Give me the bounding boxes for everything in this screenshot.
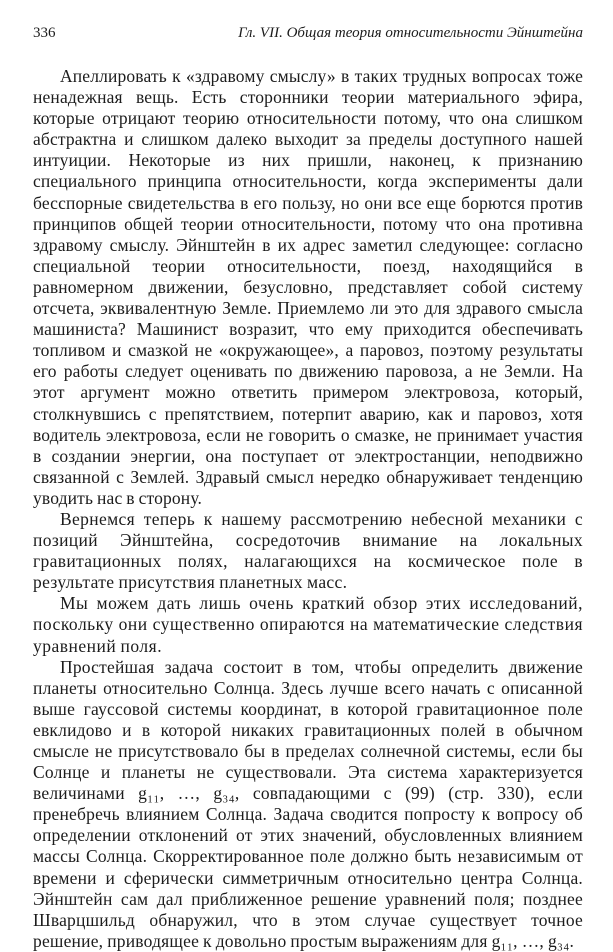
- chapter-title: Гл. VII. Общая теория относительности Эйнштейна: [238, 25, 583, 41]
- paragraph-celestial-mechanics: Вернемся теперь к нашему рассмотрению небесной механики с позиций Эйнштейна, сосредоточив внимание на локальных гравитационных полях, налагающихся на космическое поле в результате присутствия планетных масс.: [33, 508, 583, 593]
- paragraph-simplest-problem: Простейшая задача состоит в том, чтобы определить движение планеты относительно Солнца. Здесь лучше всего начать с описанной выше гауссовой системы координат, в которой гравитационное поле евклидово и в которой никаких гравитационных полей в обычном смысле не присутствовало бы в пределах солнечной системы, если бы Солнце и планеты не существовали. Эта система характеризуется величинами g₁₁, …, g₃₄, совпадающими с (99) (стр. 330), если пренебречь влиянием Солнца. Задача сводится попросту к вопросу об определении отклонений от этих значений, обусловленных влиянием массы Солнца. Скорректированное поле должно быть независимым от времени и сферически симметричным относительно центра Солнца. Эйнштейн сам дал приближенное решение уравнений поля; позднее Шварцшильд обнаружил, что в этом случае существует точное решение, приводящее к довольно простым выражениям для g₁₁, …, g₃₄.: [33, 656, 583, 951]
- book-page: [33, 22, 583, 951]
- paragraph-common-sense: Апеллировать к «здравому смыслу» в таких трудных вопросах тоже ненадежная вещь. Есть сторонники теории материального эфира, которые отрицают теорию относительности потому, что она слишком абстрактна и слишком далеко выходит за пределы доступного нашей интуиции. Некоторые из них пришли, наконец, к признанию специального принципа относительности, когда эксперименты дали бесспорные свидетельства в его пользу, но они все еще борются против принципов общей теории относительности, потому что она противна здравому смыслу. Эйнштейн в их адрес заметил следующее: согласно специальной теории относительности, поезд, находящийся в равномерном движении, безусловно, представляет собой систему отсчета, эквивалентную Земле. Приемлемо ли это для здравого смысла машиниста? Машинист возразит, что ему приходится обеспечивать топливом и смазкой не «окружающее», а паровоз, поэтому результаты его работы следует оценивать по движению паровоза, а не Земли. На этот аргумент можно ответить примером электровоза, который, столкнувшись с препятствием, потерпит аварию, как и паровоз, хотя водитель электровоза, если не говорить о смазке, не принимает участия в создании энергии, она поступает от электростанции, неподвижно связанной с Землей. Здравый смысл нередко обнаруживает тенденцию уводить нас в сторону.: [33, 66, 583, 508]
- running-head: [33, 22, 583, 44]
- body-text: [33, 66, 583, 952]
- paragraph-brief-review: Мы можем дать лишь очень краткий обзор этих исследований, поскольку они существенно опираются на математические следствия уравнений поля.: [33, 593, 583, 656]
- page-number: 336: [33, 25, 56, 41]
